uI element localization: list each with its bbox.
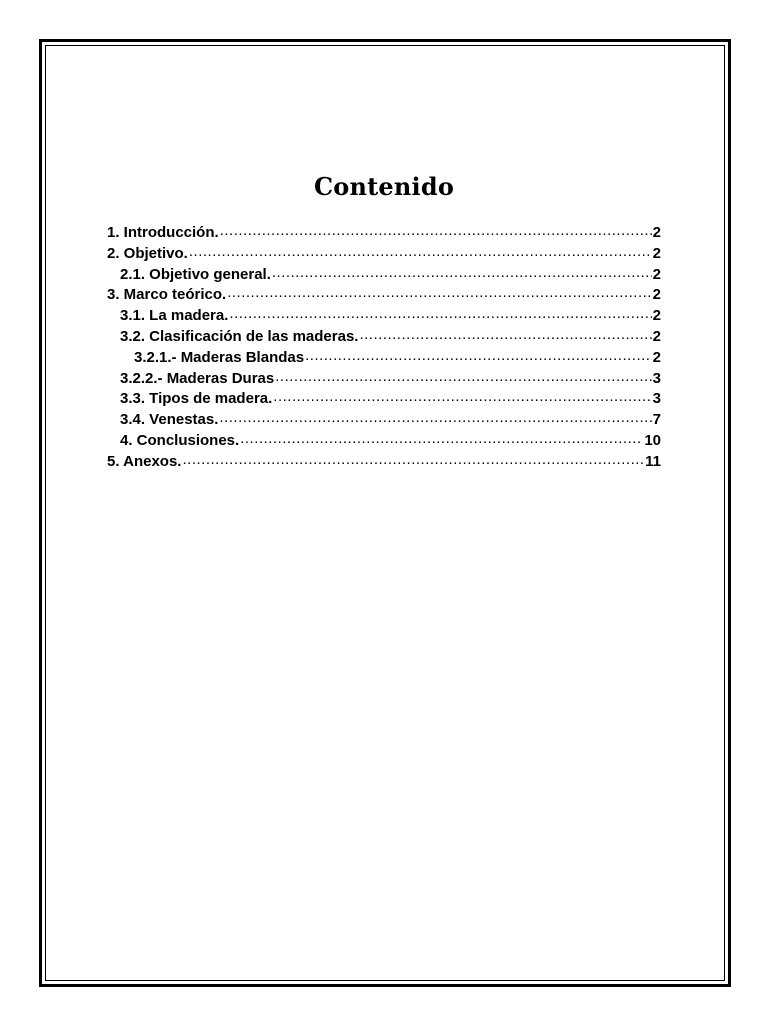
toc-entry-label: 3.4. Venestas. bbox=[120, 411, 219, 429]
toc-entry-page: 7 bbox=[652, 411, 661, 429]
toc-entry-page: 2 bbox=[652, 307, 661, 325]
table-of-contents bbox=[107, 222, 661, 472]
toc-entry-page: 2 bbox=[652, 244, 661, 262]
toc-entry-page: 10 bbox=[644, 431, 661, 449]
toc-entry-page: 2 bbox=[652, 327, 661, 345]
toc-entry-label: 3.2. Clasificación de las maderas. bbox=[120, 327, 359, 345]
toc-entry-label: 2.1. Objetivo general. bbox=[120, 265, 271, 283]
toc-entry-page: 3 bbox=[652, 369, 661, 387]
toc-entry[interactable] bbox=[107, 222, 661, 243]
page-title: Contenido bbox=[313, 172, 455, 201]
toc-entry-page: 11 bbox=[645, 452, 661, 470]
toc-dot-leader bbox=[220, 222, 652, 237]
toc-dot-leader bbox=[275, 368, 651, 383]
toc-entry-label: 3.2.1.- Maderas Blandas bbox=[134, 348, 305, 366]
toc-entry-label: 5. Anexos. bbox=[107, 452, 182, 470]
toc-dot-leader bbox=[182, 451, 644, 466]
toc-dot-leader bbox=[273, 388, 651, 403]
toc-entry-page: 2 bbox=[652, 286, 661, 304]
toc-entry-label: 1. Introducción. bbox=[107, 224, 219, 241]
toc-entry[interactable] bbox=[107, 305, 661, 326]
toc-dot-leader bbox=[305, 347, 652, 362]
toc-entry[interactable] bbox=[107, 451, 661, 472]
toc-entry-label: 4. Conclusiones. bbox=[120, 431, 240, 449]
toc-entry-page: 3 bbox=[652, 390, 661, 408]
toc-entry-page: 2 bbox=[652, 348, 661, 366]
toc-dot-leader bbox=[359, 326, 651, 341]
toc-dot-leader bbox=[272, 264, 652, 279]
toc-entry-label: 3.3. Tipos de madera. bbox=[120, 390, 273, 408]
toc-entry[interactable] bbox=[107, 326, 661, 347]
toc-entry[interactable] bbox=[107, 430, 661, 451]
toc-dot-leader bbox=[240, 430, 643, 445]
toc-dot-leader bbox=[227, 284, 651, 299]
toc-dot-leader bbox=[219, 409, 651, 424]
toc-entry[interactable] bbox=[107, 347, 661, 368]
toc-entry[interactable] bbox=[107, 368, 661, 389]
toc-entry-label: 3.2.2.- Maderas Duras bbox=[120, 369, 275, 387]
toc-entry[interactable] bbox=[107, 388, 661, 409]
toc-entry-page: 2 bbox=[652, 265, 661, 283]
toc-entry-label: 2. Objetivo. bbox=[107, 244, 188, 262]
toc-entry[interactable] bbox=[107, 284, 661, 305]
toc-entry-label: 3. Marco teórico. bbox=[107, 286, 227, 304]
toc-entry[interactable] bbox=[107, 264, 661, 285]
toc-dot-leader bbox=[189, 243, 652, 258]
toc-entry-label: 3.1. La madera. bbox=[120, 307, 229, 325]
toc-entry-page: 2 bbox=[652, 224, 661, 241]
toc-dot-leader bbox=[229, 305, 651, 320]
toc-entry[interactable] bbox=[107, 243, 661, 264]
toc-entry[interactable] bbox=[107, 409, 661, 430]
